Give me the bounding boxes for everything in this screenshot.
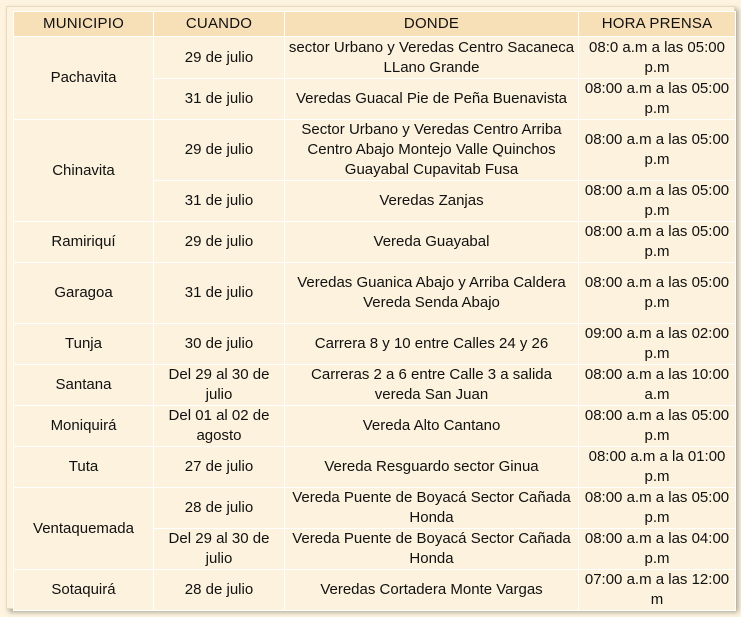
cuando-cell: 29 de julio — [154, 222, 285, 263]
table-row — [14, 570, 736, 611]
table-row — [14, 222, 736, 263]
hora-cell: 08:00 a.m a las 04:00 p.m — [579, 529, 736, 570]
hora-cell: 08:00 a.m a las 05:00 p.m — [579, 181, 736, 222]
donde-cell: Vereda Resguardo sector Ginua — [285, 447, 579, 488]
donde-cell: Veredas Zanjas — [285, 181, 579, 222]
cuando-cell: 28 de julio — [154, 570, 285, 611]
donde-cell: Veredas Guacal Pie de Peña Buenavista — [285, 79, 579, 120]
donde-cell: sector Urbano y Veredas Centro Sacaneca LLano Grande — [285, 37, 579, 79]
municipio-cell: Ramiriquí — [14, 222, 154, 263]
municipio-cell: Santana — [14, 365, 154, 406]
donde-cell: Veredas Guanica Abajo y Arriba Caldera Vereda Senda Abajo — [285, 263, 579, 324]
cuando-cell: Del 29 al 30 de julio — [154, 365, 285, 406]
donde-cell: Vereda Puente de Boyacá Sector Cañada Honda — [285, 488, 579, 529]
donde-cell: Carreras 2 a 6 entre Calle 3 a salida vereda San Juan — [285, 365, 579, 406]
donde-cell: Vereda Alto Cantano — [285, 406, 579, 447]
hora-cell: 08:00 a.m a las 05:00 p.m — [579, 79, 736, 120]
municipio-cell: Moniquirá — [14, 406, 154, 447]
cuando-cell: 31 de julio — [154, 79, 285, 120]
cuando-cell: 30 de julio — [154, 324, 285, 365]
hora-cell: 08:00 a.m a las 05:00 p.m — [579, 120, 736, 181]
hora-cell: 08:00 a.m a las 05:00 p.m — [579, 222, 736, 263]
hora-cell: 08:00 a.m a las 05:00 p.m — [579, 406, 736, 447]
schedule-panel — [6, 6, 735, 609]
table-row — [14, 324, 736, 365]
hora-cell: 07:00 a.m a las 12:00 m — [579, 570, 736, 611]
table-row — [14, 447, 736, 488]
header-cuando: CUANDO — [154, 12, 285, 37]
hora-cell: 08:00 a.m a las 05:00 p.m — [579, 488, 736, 529]
municipio-cell: Garagoa — [14, 263, 154, 324]
header-donde: DONDE — [285, 12, 579, 37]
donde-cell: Vereda Puente de Boyacá Sector Cañada Honda — [285, 529, 579, 570]
donde-cell: Vereda Guayabal — [285, 222, 579, 263]
donde-cell: Veredas Cortadera Monte Vargas — [285, 570, 579, 611]
hora-cell: 08:00 a.m a las 10:00 a.m — [579, 365, 736, 406]
table-row — [14, 263, 736, 324]
cuando-cell: 28 de julio — [154, 488, 285, 529]
cuando-cell: 29 de julio — [154, 120, 285, 181]
donde-cell: Sector Urbano y Veredas Centro Arriba Centro Abajo Montejo Valle Quinchos Guayabal Cupavitab Fusa — [285, 120, 579, 181]
header-row — [14, 12, 736, 37]
municipio-cell: Sotaquirá — [14, 570, 154, 611]
table-row — [14, 488, 736, 529]
table-row — [14, 406, 736, 447]
schedule-table — [13, 11, 736, 611]
municipio-cell: Tunja — [14, 324, 154, 365]
table-row — [14, 37, 736, 79]
cuando-cell: 27 de julio — [154, 447, 285, 488]
hora-cell: 08:00 a.m a la 01:00 p.m — [579, 447, 736, 488]
cuando-cell: Del 01 al 02 de agosto — [154, 406, 285, 447]
cuando-cell: Del 29 al 30 de julio — [154, 529, 285, 570]
hora-cell: 08:00 a.m a las 05:00 p.m — [579, 263, 736, 324]
hora-cell: 09:00 a.m a las 02:00 p.m — [579, 324, 736, 365]
header-municipio: MUNICIPIO — [14, 12, 154, 37]
municipio-cell: Tuta — [14, 447, 154, 488]
cuando-cell: 31 de julio — [154, 263, 285, 324]
table-row — [14, 120, 736, 181]
municipio-cell: Chinavita — [14, 120, 154, 222]
header-hora-prensa: HORA PRENSA — [579, 12, 736, 37]
donde-cell: Carrera 8 y 10 entre Calles 24 y 26 — [285, 324, 579, 365]
municipio-cell: Pachavita — [14, 37, 154, 120]
municipio-cell: Ventaquemada — [14, 488, 154, 570]
cuando-cell: 29 de julio — [154, 37, 285, 79]
hora-cell: 08:0 a.m a las 05:00 p.m — [579, 37, 736, 79]
table-row — [14, 365, 736, 406]
cuando-cell: 31 de julio — [154, 181, 285, 222]
